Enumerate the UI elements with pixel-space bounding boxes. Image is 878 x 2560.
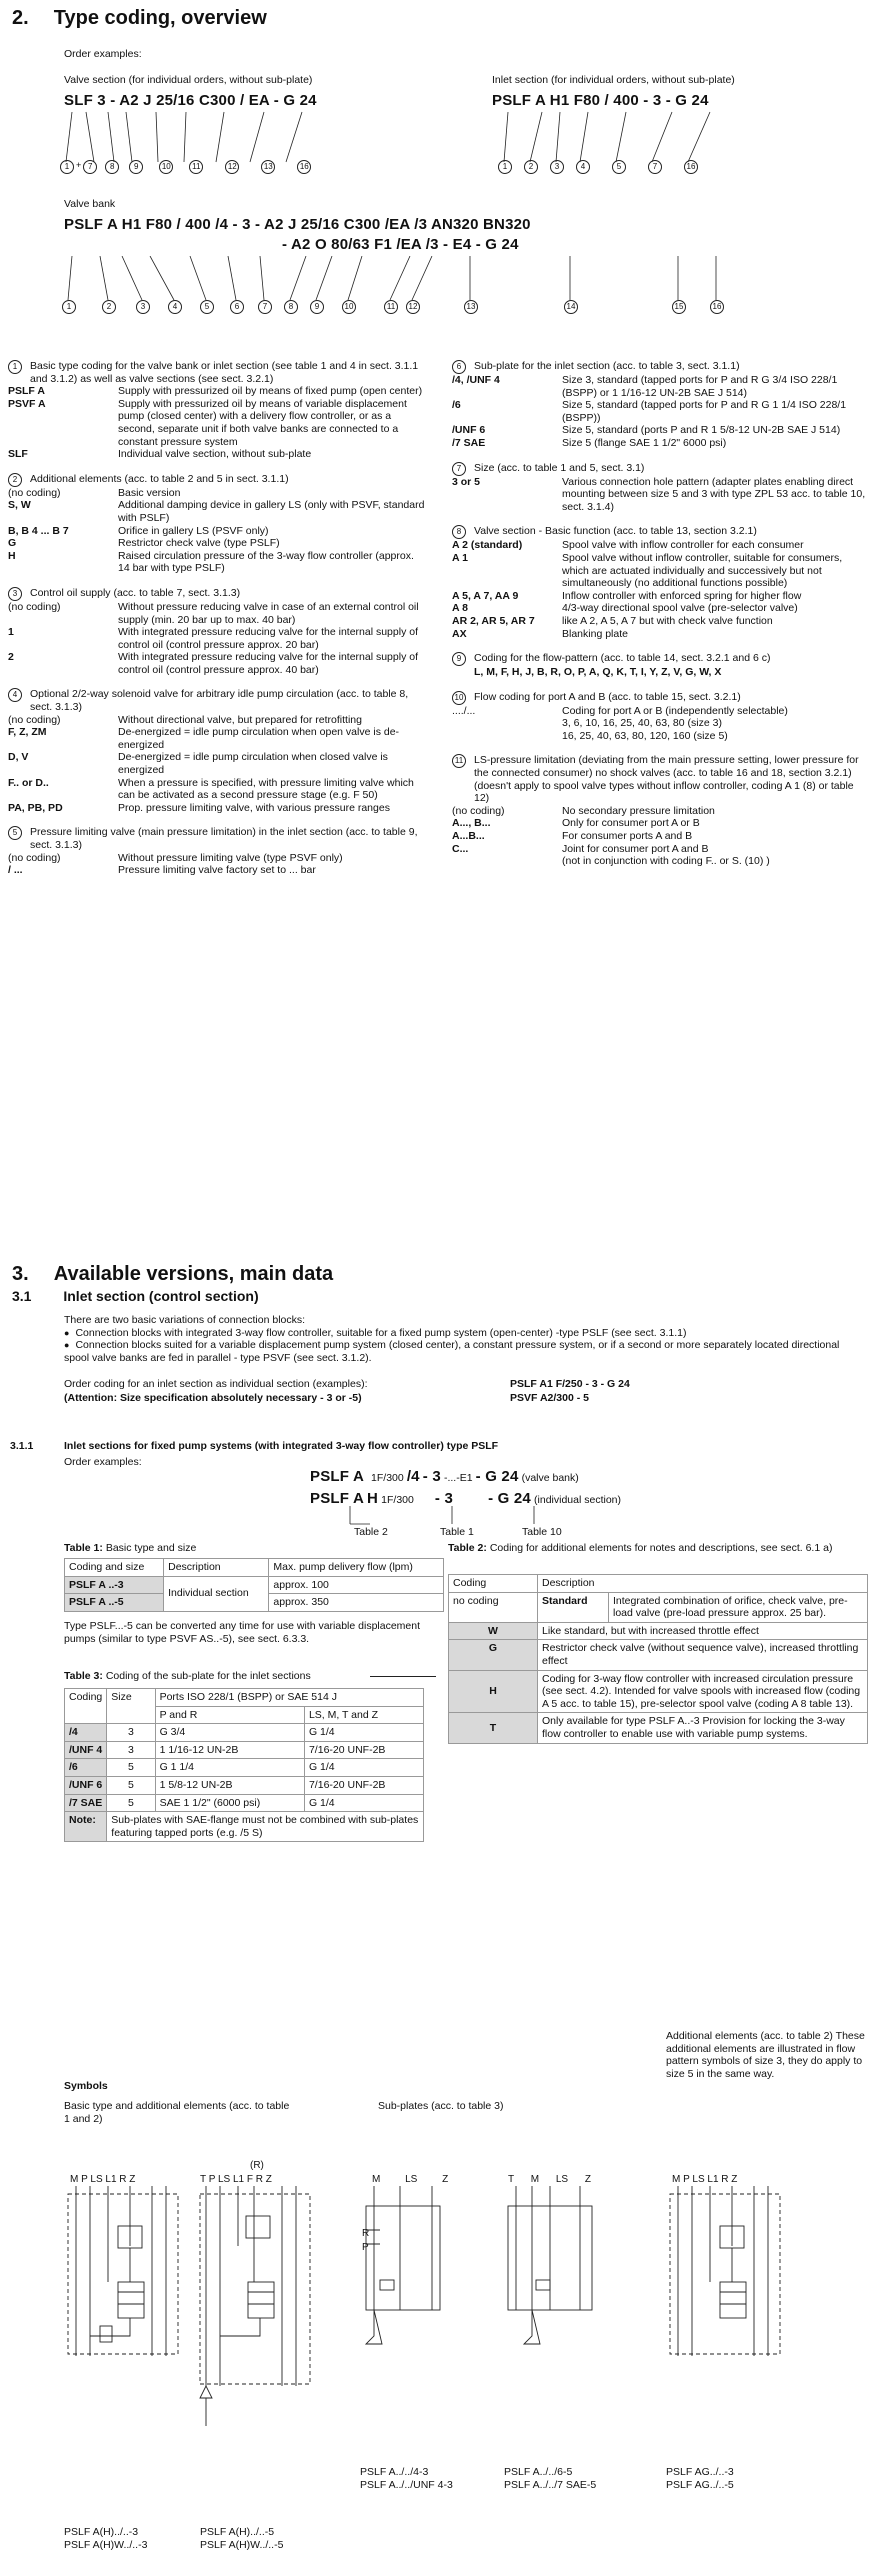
legend-item [452, 652, 870, 679]
port-label-r: R [362, 2228, 370, 2239]
callout: 10 [342, 300, 356, 314]
callout: 11 [189, 160, 203, 174]
table-header: Coding [449, 1575, 538, 1593]
legend-row: AX Blanking plate [452, 627, 628, 640]
legend-intro: Pressure limiting valve (main pressure limitation) in the inlet section (acc. to table 9, sect. 3.1.3) [30, 826, 418, 851]
order-example-1: PSLF A1 F/250 - 3 - G 24 [510, 1378, 630, 1390]
section-2-heading [12, 6, 267, 30]
valve-bank-callouts [62, 300, 822, 314]
callout: 11 [384, 300, 398, 314]
table-header: Size [107, 1689, 155, 1724]
table-cell: Like standard, but with increased throttle effect [538, 1622, 868, 1640]
legend-row: S, W Additional damping device in gallery LS (only with PSVF, standard with PSLF) [8, 499, 425, 524]
legend-row: (not in conjunction with coding F.. or S. (10) ) [562, 855, 770, 868]
valve-bank-code-line-1: PSLF A H1 F80 / 400 /4 - 3 - A2 J 25/16 C300 /EA /3 AN320 BN320 [64, 216, 531, 233]
legend-row: SLF Individual valve section, without sub-plate [8, 448, 312, 461]
legend-row: D, V De-energized = idle pump circulation when closed valve is energized [8, 751, 388, 777]
table-cell: T [449, 1713, 538, 1743]
table-cell: Standard [538, 1592, 609, 1622]
section-number: 3. [12, 1263, 29, 1285]
legend-item [452, 691, 870, 743]
callout: 1 [60, 160, 74, 174]
legend-row: A 5, A 7, AA 9 Inflow controller with enforced spring for higher flow [452, 589, 802, 602]
table-header: Coding and size [65, 1559, 164, 1577]
legend-row: AR 2, AR 5, AR 7 like A 2, A 5, A 7 but with check valve function [452, 614, 773, 627]
callout: 3 [550, 160, 564, 174]
callout: 1 [8, 360, 22, 374]
valve-bank-label: Valve bank [64, 198, 116, 210]
section-3-heading [12, 1262, 333, 1286]
callout: 8 [284, 300, 298, 314]
callout: 7 [452, 462, 466, 476]
port-labels: T P LS L1 F R Z [200, 2174, 272, 2185]
legend-intro: Size (acc. to table 1 and 5, sect. 3.1) [474, 461, 645, 474]
legend-row: / ... Pressure limiting valve factory set to ... bar [8, 864, 316, 877]
legend-item [452, 462, 870, 514]
symbol-caption-4: PSLF A../../6-5 PSLF A../../7 SAE-5 [504, 2466, 597, 2492]
table-cell: no coding [449, 1592, 538, 1622]
callout: 1 [498, 160, 512, 174]
order-examples-label: Order examples: [64, 48, 142, 60]
legend-intro: Flow coding for port A and B (acc. to table 15, sect. 3.2.1) [474, 690, 741, 703]
callout: 6 [452, 360, 466, 374]
callout: 12 [406, 300, 420, 314]
callout: 4 [8, 688, 22, 702]
legend-intro: Valve section - Basic function (acc. to table 13, section 3.2.1) [474, 525, 757, 538]
legend-row: /6 Size 5, standard (tapped ports for P and R G 1 1/4 ISO 228/1 (BSPP)) [452, 399, 847, 424]
symbol-caption-5: PSLF AG../..-3 PSLF AG../..-5 [666, 2466, 734, 2492]
legend-intro: Coding for the flow-pattern (acc. to table 14, sect. 3.2.1 and 6 c) [474, 652, 771, 665]
callout: 9 [452, 652, 466, 666]
table-cell: Integrated combination of orifice, check valve, pre-load valve (pre-load pressure approx. 25 bar). [609, 1592, 868, 1622]
legend-row: /UNF 6 Size 5, standard (ports P and R 1 5/8-12 UN-2B SAE J 514) [452, 424, 841, 437]
callout: 13 [464, 300, 478, 314]
valve-section-code: SLF 3 - A2 J 25/16 C300 / EA - G 24 [64, 92, 317, 109]
callout: 10 [159, 160, 173, 174]
legend-intro: Optional 2/2-way solenoid valve for arbitrary idle pump circulation (acc. to table 8, sect. 3.1.3) [30, 688, 409, 714]
callout: 2 [524, 160, 538, 174]
legend-item [8, 360, 428, 461]
subsection-3-1-1-number: 3.1.1 [10, 1440, 34, 1452]
callout: 7 [258, 300, 272, 314]
order-example-individual: PSLF A H 1F/300 - 3 - G 24 (individual section) [310, 1490, 622, 1507]
symbols-heading: Symbols [64, 2080, 108, 2092]
intro-text: There are two basic variations of connection blocks: [64, 1314, 306, 1326]
table-cell: approx. 100 [269, 1576, 444, 1594]
table-header: Description [164, 1559, 269, 1577]
legend-item [8, 587, 428, 677]
legend-intro: Sub-plate for the inlet section (acc. to table 3, sect. 3.1.1) [474, 360, 740, 372]
port-labels: T M LS Z [508, 2174, 591, 2185]
callout: 9 [129, 160, 143, 174]
port-label-p: P [362, 2242, 369, 2253]
legend-row: PSLF A Supply with pressurized oil by means of fixed pump (open center) [8, 385, 423, 398]
table-2-ref: Table 2 [354, 1526, 388, 1538]
callout: 8 [452, 525, 466, 539]
table-1 [64, 1558, 444, 1612]
table-cell: Individual section [164, 1576, 269, 1611]
table-cell: approx. 350 [269, 1594, 444, 1612]
symbol-caption-1: PSLF A(H)../..-3 PSLF A(H)W../..-3 [64, 2526, 148, 2552]
table-2-caption: Table 2: Coding for additional elements for notes and descriptions, see sect. 6.1 a) [448, 1542, 833, 1554]
callout: 15 [672, 300, 686, 314]
legend-row: A..., B... Only for consumer port A or B [452, 817, 700, 830]
order-examples-label: Order examples: [64, 1456, 142, 1468]
symbol-caption-3: PSLF A../../4-3 PSLF A../../UNF 4-3 [360, 2466, 453, 2492]
table-3: Coding Size Ports ISO 228/1 (BSPP) or SAE 514 J P and R LS, M, T and Z /4 3 G 3/4 G 1/4 /UNF 4 3 1 1/16-12 UN-2B 7/16-20 UNF-2B /6 5 G 1 1/4 G 1/4 /UNF 6 5 1 5/8-12 UN-2B 7/16-20 UNF-2B /7 SAE 5 SAE 1 1/2" (6000 psi) G 1/4 Note: Sub-plates with SAE-flange must not be combined with sub-plates featuring tapped ports (e.g. /5 S) [64, 1688, 424, 1842]
table-1-note: Type PSLF...-5 can be converted any time for use with variable displacement pumps (similar to type PSVF AS..-5), see sect. 6.3.3. [64, 1620, 421, 1645]
callout: 5 [612, 160, 626, 174]
table-10-ref: Table 10 [522, 1526, 562, 1538]
symbols-subplate-label: Sub-plates (acc. to table 3) [378, 2100, 504, 2112]
table-3-caption: Table 3: Coding of the sub-plate for the inlet sections [64, 1670, 311, 1682]
legend-row: C... Joint for consumer port A and B [452, 842, 709, 855]
table-cell: W [449, 1622, 538, 1640]
symbol-caption-2: PSLF A(H)../..-5 PSLF A(H)W../..-5 [200, 2526, 284, 2552]
table-header: Ports ISO 228/1 (BSPP) or SAE 514 J [155, 1689, 423, 1707]
callout: 7 [648, 160, 662, 174]
callout: 3 [136, 300, 150, 314]
table-1-caption: Table 1: Basic type and size [64, 1542, 197, 1554]
valve-bank-code-line-2: - A2 O 80/63 F1 /EA /3 - E4 - G 24 [282, 236, 519, 253]
callout: 13 [261, 160, 275, 174]
legend-item [452, 360, 870, 450]
symbols-basic-label: Basic type and additional elements (acc. to table 1 and 2) [64, 2100, 290, 2125]
table-cell: Only available for type PSLF A..-3 Provision for locking the 3-way flow controller to enable use with variable pump systems. [538, 1713, 868, 1743]
legend-row: A 8 4/3-way directional spool valve (pre-selector valve) [452, 602, 798, 615]
legend-left-column [8, 348, 428, 877]
legend-item [452, 754, 870, 867]
legend-row: F, Z, ZM De-energized = idle pump circulation when open valve is de-energized [8, 726, 400, 751]
legend-row: PA, PB, PD Prop. pressure limiting valve, with various pressure ranges [8, 801, 390, 814]
callout: 4 [576, 160, 590, 174]
legend-intro: Basic type coding for the valve bank or inlet section (see table 1 and 4 in sect. 3.1.1 and 3.1.2) as well as valve sections (see sect. 3.2.1) [30, 360, 419, 385]
callout: 2 [102, 300, 116, 314]
callout: 10 [452, 691, 466, 705]
legend-row: /7 SAE Size 5 (flange SAE 1 1/2" 6000 psi) [452, 436, 727, 449]
legend-item [8, 473, 428, 575]
legend-row: (no coding) Basic version [8, 486, 181, 499]
bullet-item: ● Connection blocks suited for a variable displacement pump system (closed center), a constant pressure system, or if a second or more separately located directional spool valve banks are fed in parallel - type PSVF (see sect. 3.1.2). [64, 1339, 864, 1364]
legend-row: A...B... For consumer ports A and B [452, 830, 693, 843]
table-cell: G [449, 1640, 538, 1670]
callout: 16 [297, 160, 311, 174]
callout: 5 [200, 300, 214, 314]
legend-row: A 2 (standard) Spool valve with inflow controller for each consumer [452, 539, 804, 552]
legend-intro: Control oil supply (acc. to table 7, sect. 3.1.3) [30, 586, 241, 599]
legend-row: (no coding) Without pressure reducing valve in case of an external control oil supply (min. 20 bar up to max. 40 bar) [8, 600, 419, 626]
callout: 1 [62, 300, 76, 314]
callout: 6 [230, 300, 244, 314]
valve-section-label: Valve section (for individual orders, without sub-plate) [64, 74, 313, 86]
callout: 16 [710, 300, 724, 314]
table-header: Coding [65, 1689, 107, 1724]
legend-item [8, 688, 428, 814]
callout: 7 [83, 160, 97, 174]
bullet-item: ● Connection blocks with integrated 3-way flow controller, suitable for a fixed pump system (open-center) -type PSLF (see sect. 3.1.1) [64, 1327, 864, 1340]
table-2 [448, 1574, 868, 1744]
legend-row: /4, /UNF 4 Size 3, standard (tapped ports for P and R G 3/4 ISO 228/1 (BSPP) or 1 1/16-12 UN-2B SAE J 514) [452, 374, 838, 399]
legend-row: 16, 25, 40, 63, 80, 120, 160 (size 5) [562, 729, 728, 742]
legend-row: (no coding) No secondary pressure limitation [452, 804, 715, 817]
subsection-3-1-1-title: Inlet sections for fixed pump systems (with integrated 3-way flow controller) type PSLF [64, 1440, 499, 1452]
legend-row: 2 With integrated pressure reducing valve for the internal supply of control oil (control pressure approx. 40 bar) [8, 651, 418, 676]
legend-row: B, B 4 ... B 7 Orifice in gallery LS (PSVF only) [8, 524, 269, 537]
order-example-2: PSVF A2/300 - 5 [510, 1392, 589, 1404]
table-header: LS, M, T and Z [304, 1706, 423, 1724]
attention-text: (Attention: Size specification absolutely necessary - 3 or -5) [64, 1392, 362, 1404]
order-coding-text: Order coding for an inlet section as individual section (examples): [64, 1378, 368, 1390]
port-labels: M P LS L1 R Z [672, 2174, 738, 2185]
legend-row: 1 With integrated pressure reducing valve for the internal supply of control oil (control pressure approx. 20 bar) [8, 626, 418, 651]
legend-right-column [452, 348, 870, 868]
legend-sub: L, M, F, H, J, B, R, O, P, A, Q, K, T, I, Y, Z, V, G, W, X [474, 666, 722, 679]
subsection-3-1-heading [12, 1288, 259, 1305]
section-title: Type coding, overview [53, 7, 267, 29]
legend-intro: Additional elements (acc. to table 2 and 5 in sect. 3.1.1) [30, 472, 289, 485]
table-header: Max. pump delivery flow (lpm) [269, 1559, 444, 1577]
legend-row: (no coding) Without directional valve, but prepared for retrofitting [8, 713, 362, 726]
section-3-intro [64, 1314, 864, 1364]
inlet-section-label: Inlet section (for individual orders, without sub-plate) [492, 74, 735, 86]
section-title: Available versions, main data [53, 1263, 334, 1285]
callout: 12 [225, 160, 239, 174]
section-number: 2. [12, 7, 29, 29]
order-example-valve-bank: PSLF A 1F/300 /4 - 3 -...-E1 - G 24 (valve bank) [310, 1468, 579, 1485]
callout: 16 [684, 160, 698, 174]
subsection-title: Inlet section (control section) [63, 1288, 259, 1304]
table-cell: H [449, 1670, 538, 1713]
callout: 11 [452, 754, 466, 768]
port-labels: M LS Z [372, 2174, 449, 2185]
legend-item [452, 525, 870, 640]
legend-row: ..../... Coding for port A or B (independently selectable) [452, 704, 788, 717]
symbol-frame [68, 2194, 178, 2354]
valve-section-callouts: 1 + 7 8 9 10 11 12 13 16 [60, 160, 311, 174]
table-1-ref: Table 1 [440, 1526, 474, 1538]
legend-row: (no coding) Without pressure limiting valve (type PSVF only) [8, 851, 343, 864]
inlet-section-code: PSLF A H1 F80 / 400 - 3 - G 24 [492, 92, 709, 109]
callout: 8 [105, 160, 119, 174]
table-cell: Coding for 3-way flow controller with increased circulation pressure (see sect. 4.2). Intended for valve spools with increased flow (coding A 5 acc. to table 15), pre-selector spool valve (coding A 8 table 13). [538, 1670, 868, 1713]
port-labels: (R) [250, 2160, 264, 2171]
hydraulic-symbol-diagrams [60, 2186, 860, 2516]
table-header: P and R [155, 1706, 304, 1724]
inlet-section-callouts [498, 160, 698, 174]
legend-row: 3 or 5 Various connection hole pattern (adapter plates enabling direct mounting between size 5 and 3 with type ZPL 53 acc. to table 10, sect. 3.1.4) [452, 475, 866, 513]
legend-row: A 1 Spool valve without inflow controller, suitable for consumers, which are actuated individually and successively but not simultaneously (no additional functions possible) [452, 551, 843, 590]
legend-row: F.. or D.. When a pressure is specified, with pressure limiting valve which can be activated as a second pressure stage (e.g. F 50) [8, 776, 414, 802]
callout: 3 [8, 587, 22, 601]
callout: 9 [310, 300, 324, 314]
port-labels: M P LS L1 R Z [70, 2174, 136, 2185]
callout: 2 [8, 473, 22, 487]
subsection-number: 3.1 [12, 1288, 32, 1304]
table-cell: Restrictor check valve (without sequence valve), increased throttling effect [538, 1640, 868, 1670]
table-3-leader [370, 1676, 436, 1677]
legend-row: G Restrictor check valve (type PSLF) [8, 537, 280, 550]
callout: 4 [168, 300, 182, 314]
legend-intro: LS-pressure limitation (deviating from the main pressure setting, lower pressure for the connected consumer) no shock valves (acc. to table 16 and 18, section 3.2.1) (doesn't apply to spool valve types without inflow controller, coding A 1 (8) or table 12) [474, 754, 859, 805]
table-cell: PSLF A ..-3 [65, 1576, 164, 1594]
legend-row: H Raised circulation pressure of the 3-way flow controller (approx. 14 bar with type PSLF) [8, 549, 414, 575]
legend-row: 3, 6, 10, 16, 25, 40, 63, 80 (size 3) [562, 717, 722, 730]
callout: 5 [8, 826, 22, 840]
symbols-additional-label: Additional elements (acc. to table 2) These additional elements are illustrated in flow pattern symbols of size 3, they do apply to size 5 in the same way. [666, 2030, 865, 2080]
table-header: Description [538, 1575, 868, 1593]
table-cell: PSLF A ..-5 [65, 1594, 164, 1612]
callout: 14 [564, 300, 578, 314]
legend-item [8, 826, 428, 876]
legend-row: PSVF A Supply with pressurized oil by means of variable displacement pump (closed center) with a delivery flow controller, or as a second, separate unit if both valve banks are connected to a constant pressure system [8, 397, 407, 448]
